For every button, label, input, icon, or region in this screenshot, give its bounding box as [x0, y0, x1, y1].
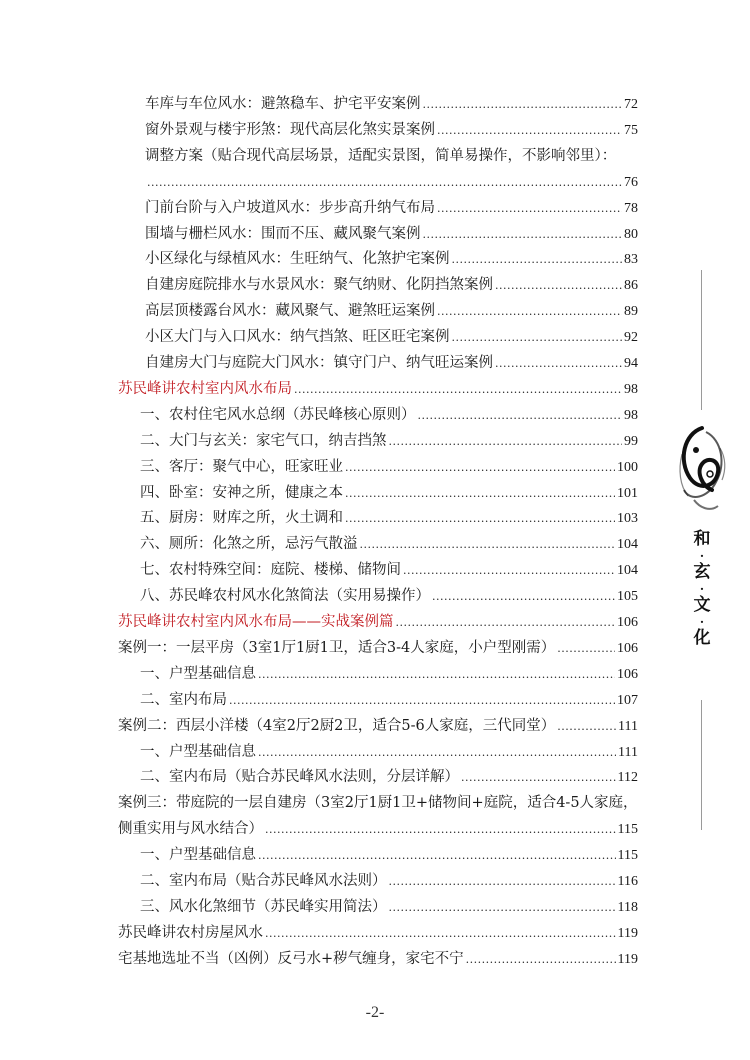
- toc-leader-dots: [557, 636, 615, 661]
- toc-entry-title: 车库与车位风水：避煞稳车、护宅平安案例: [145, 96, 421, 112]
- toc-entry[interactable]: [140, 429, 638, 453]
- toc-leader-dots: [147, 170, 622, 195]
- toc-entry[interactable]: [118, 817, 638, 841]
- yin-yang-ink-logo-icon: [672, 420, 732, 530]
- toc-leader-dots: [396, 610, 616, 635]
- toc-entry[interactable]: [140, 688, 638, 712]
- toc-entry-page: 118: [617, 899, 638, 915]
- toc-entry[interactable]: [118, 791, 638, 815]
- sidebar-title-char: 和: [693, 529, 711, 549]
- toc-entry-page: 92: [624, 330, 638, 346]
- toc-entry-title: 三、客厅：聚气中心，旺家旺业: [140, 458, 343, 475]
- toc-entry-page: 119: [617, 925, 638, 941]
- sidebar-title: [690, 528, 714, 650]
- toc-entry-title: 侧重实用与风水结合）: [118, 821, 263, 838]
- toc-leader-dots: [557, 714, 616, 739]
- toc-entry-title: 一、户型基础信息: [140, 665, 256, 682]
- toc-entry[interactable]: [145, 351, 638, 375]
- toc-leader-dots: [345, 481, 615, 506]
- toc-entry-title: 五、厨房：财库之所，火土调和: [140, 510, 343, 527]
- toc-entry-page: 76: [624, 174, 638, 190]
- toc-entry[interactable]: [140, 740, 638, 764]
- toc-leader-dots: [360, 532, 616, 557]
- toc-leader-dots: [403, 558, 615, 583]
- toc-entry-title: 小区大门与入口风水：纳气挡煞、旺区旺宅案例: [145, 329, 450, 346]
- toc-entry[interactable]: [145, 273, 638, 297]
- toc-entry[interactable]: [140, 869, 638, 893]
- toc-entry-page: 111: [618, 718, 638, 734]
- toc-entry-title: 小区绿化与绿植风水：生旺纳气、化煞护宅案例: [145, 251, 450, 268]
- toc-entry[interactable]: [118, 947, 638, 971]
- toc-leader-dots: [294, 377, 622, 402]
- toc-leader-dots: [345, 506, 615, 531]
- toc-entry-page: 83: [624, 252, 638, 268]
- toc-leader-dots: [437, 196, 622, 221]
- toc-entry-page: 75: [624, 122, 638, 138]
- toc-entry-page: 78: [624, 200, 638, 216]
- toc-entry-page: 98: [624, 407, 638, 423]
- sidebar-brand: [672, 270, 732, 830]
- toc-entry-title: 案例二：西层小洋楼（4室2厅2厨2卫，适合5-6人家庭，三代同堂）: [118, 717, 556, 734]
- toc-entry[interactable]: [145, 118, 638, 142]
- toc-entry[interactable]: [140, 455, 638, 479]
- toc-entry-title: 宅基地选址不当（凶例）反弓水+秽气缠身，家宅不宁: [118, 950, 464, 967]
- toc-leader-dots: [452, 247, 623, 272]
- toc-entry-page: 101: [617, 485, 638, 501]
- toc-entry-page: 115: [617, 848, 638, 864]
- toc-entry-title: 围墙与栅栏风水：围而不压、藏风聚气案例: [145, 225, 421, 242]
- toc-entry-page: 72: [624, 97, 638, 112]
- toc-entry-title: 四、卧室：安神之所，健康之本: [140, 484, 343, 501]
- toc-leader-dots: [258, 662, 615, 687]
- sidebar-title-char: ·: [699, 549, 705, 563]
- toc-entry[interactable]: [145, 92, 638, 116]
- toc-entry-title: 三、风水化煞细节（苏民峰实用简法）: [140, 898, 387, 915]
- toc-leader-dots: [265, 817, 616, 842]
- toc-entry-title: 一、户型基础信息: [140, 847, 256, 864]
- toc-entry[interactable]: [140, 584, 638, 608]
- toc-entry-page: 112: [617, 770, 638, 786]
- toc-entry-title: 二、室内布局: [140, 691, 227, 708]
- toc-entry-title: 案例三：带庭院的一层自建房（3室2厅1厨1卫+储物间+庭院，适合4-5人家庭，: [118, 795, 638, 812]
- toc-entry-title: 六、厕所：化煞之所，忌污气散溢: [140, 536, 358, 553]
- toc-entry-page: 80: [624, 226, 638, 242]
- toc-entry-page: 106: [617, 615, 638, 630]
- sidebar-title-char: ·: [699, 615, 705, 629]
- toc-entry[interactable]: [118, 377, 638, 401]
- toc-leader-dots: [389, 429, 623, 454]
- toc-entry[interactable]: [140, 895, 638, 919]
- toc-entry-title: 二、大门与玄关：家宅气口，纳吉挡煞: [140, 432, 387, 449]
- toc-leader-dots: [345, 455, 615, 480]
- toc-entry[interactable]: [140, 662, 638, 686]
- toc-leader-dots: [418, 403, 623, 428]
- toc-entry-page: 94: [624, 356, 638, 371]
- toc-entry[interactable]: [145, 247, 638, 271]
- toc-entry-title: 调整方案（贴合现代高层场景，适配实景图，简单易操作，不影响邻里）：: [145, 147, 617, 164]
- toc-entry-title: 窗外景观与楼宇形煞：现代高层化煞实景案例: [145, 121, 435, 138]
- toc-entry-page: 111: [618, 744, 638, 760]
- toc-entry[interactable]: [118, 610, 638, 634]
- toc-entry[interactable]: [118, 714, 638, 738]
- toc-leader-dots: [389, 869, 616, 894]
- toc-leader-dots: [258, 843, 616, 868]
- toc-leader-dots: [466, 947, 616, 972]
- toc-entry-title: 案例一：一层平房（3室1厅1厨1卫，适合3-4人家庭，小户型刚需）: [118, 639, 556, 656]
- toc-entry-page: 106: [617, 640, 638, 656]
- sidebar-title-char: 化: [693, 628, 711, 648]
- toc-entry-page: 98: [624, 381, 638, 397]
- toc-entry-page: 105: [617, 589, 638, 605]
- toc-entry[interactable]: [140, 843, 638, 867]
- toc-leader-dots: [265, 921, 616, 946]
- toc-entry-page: 86: [624, 278, 638, 294]
- toc-entry[interactable]: [140, 506, 638, 530]
- toc-leader-dots: [495, 351, 622, 376]
- toc-entry[interactable]: [145, 299, 638, 323]
- toc-leader-dots: [452, 325, 623, 350]
- toc-entry-title: 苏民峰讲农村房屋风水: [118, 924, 263, 941]
- toc-entry-title: 二、室内布局（贴合苏民峰风水法则，分层详解）: [140, 769, 459, 786]
- toc-entry-page: 115: [617, 822, 638, 838]
- toc-entry[interactable]: [140, 481, 638, 505]
- toc-entry-title: 八、苏民峰农村风水化煞简法（实用易操作）: [140, 588, 430, 605]
- toc-entry-page: 99: [624, 433, 638, 449]
- page-number: -2-: [365, 1004, 385, 1021]
- toc-entry-title: 二、室内布局（贴合苏民峰风水法则）: [140, 873, 387, 889]
- sidebar-title-char: ·: [699, 582, 705, 596]
- toc-entry[interactable]: [140, 558, 638, 582]
- toc-entry-page: 103: [617, 511, 638, 527]
- toc-entry-page: 104: [617, 563, 638, 579]
- toc-entry[interactable]: [145, 144, 616, 168]
- sidebar-divider-bottom: [701, 700, 702, 830]
- toc-entry[interactable]: [140, 765, 638, 789]
- toc-entry[interactable]: [145, 196, 638, 220]
- toc-leader-dots: [437, 299, 622, 324]
- toc-entry-page: 119: [617, 951, 638, 967]
- toc-leader-dots: [495, 273, 622, 298]
- toc-entry-title: 门前台阶与入户坡道风水：步步高升纳气布局: [145, 199, 435, 216]
- toc-entry-title: 自建房大门与庭院大门风水：镇守门户、纳气旺运案例: [145, 355, 493, 371]
- sidebar-divider-top: [701, 270, 702, 410]
- sidebar-title-char: 玄: [693, 562, 711, 582]
- toc-entry-title: 自建房庭院排水与水景风水：聚气纳财、化阴挡煞案例: [145, 277, 493, 294]
- toc-entry[interactable]: [118, 921, 638, 945]
- toc-entry[interactable]: [145, 325, 638, 349]
- toc-entry-title: 七、农村特殊空间：庭院、楼梯、储物间: [140, 562, 401, 579]
- toc-entry-page: 116: [617, 874, 638, 889]
- toc-leader-dots: [389, 895, 616, 920]
- toc-entry[interactable]: [118, 636, 638, 660]
- toc-entry[interactable]: [140, 403, 638, 427]
- toc-leader-dots: [432, 584, 615, 609]
- toc-leader-dots: [461, 765, 616, 790]
- toc-entry-page: 100: [617, 459, 638, 475]
- toc-entry-title: 高层顶楼露台风水：藏风聚气、避煞旺运案例: [145, 303, 435, 320]
- toc-leader-dots: [258, 740, 616, 765]
- toc-entry-page: 106: [617, 666, 638, 682]
- toc-leader-dots: [423, 92, 623, 117]
- toc-entry[interactable]: [145, 222, 638, 246]
- toc-entry-page: 107: [617, 692, 638, 708]
- toc-leader-dots: [437, 118, 622, 143]
- toc-entry-page: 104: [617, 537, 638, 553]
- toc-entry-title: 苏民峰讲农村室内风水布局: [118, 380, 292, 397]
- toc-leader-dots: [229, 688, 615, 713]
- sidebar-title-char: 文: [693, 595, 711, 615]
- toc-entry-page: 89: [624, 304, 638, 320]
- toc-entry-title: 苏民峰讲农村室内风水布局——实战案例篇: [118, 614, 394, 630]
- toc-leader-dots: [423, 222, 623, 247]
- toc-entry-title: 一、农村住宅风水总纲（苏民峰核心原则）: [140, 406, 416, 423]
- toc-entry[interactable]: [145, 170, 638, 194]
- toc-entry[interactable]: [140, 532, 638, 556]
- toc-entry-title: 一、户型基础信息: [140, 743, 256, 760]
